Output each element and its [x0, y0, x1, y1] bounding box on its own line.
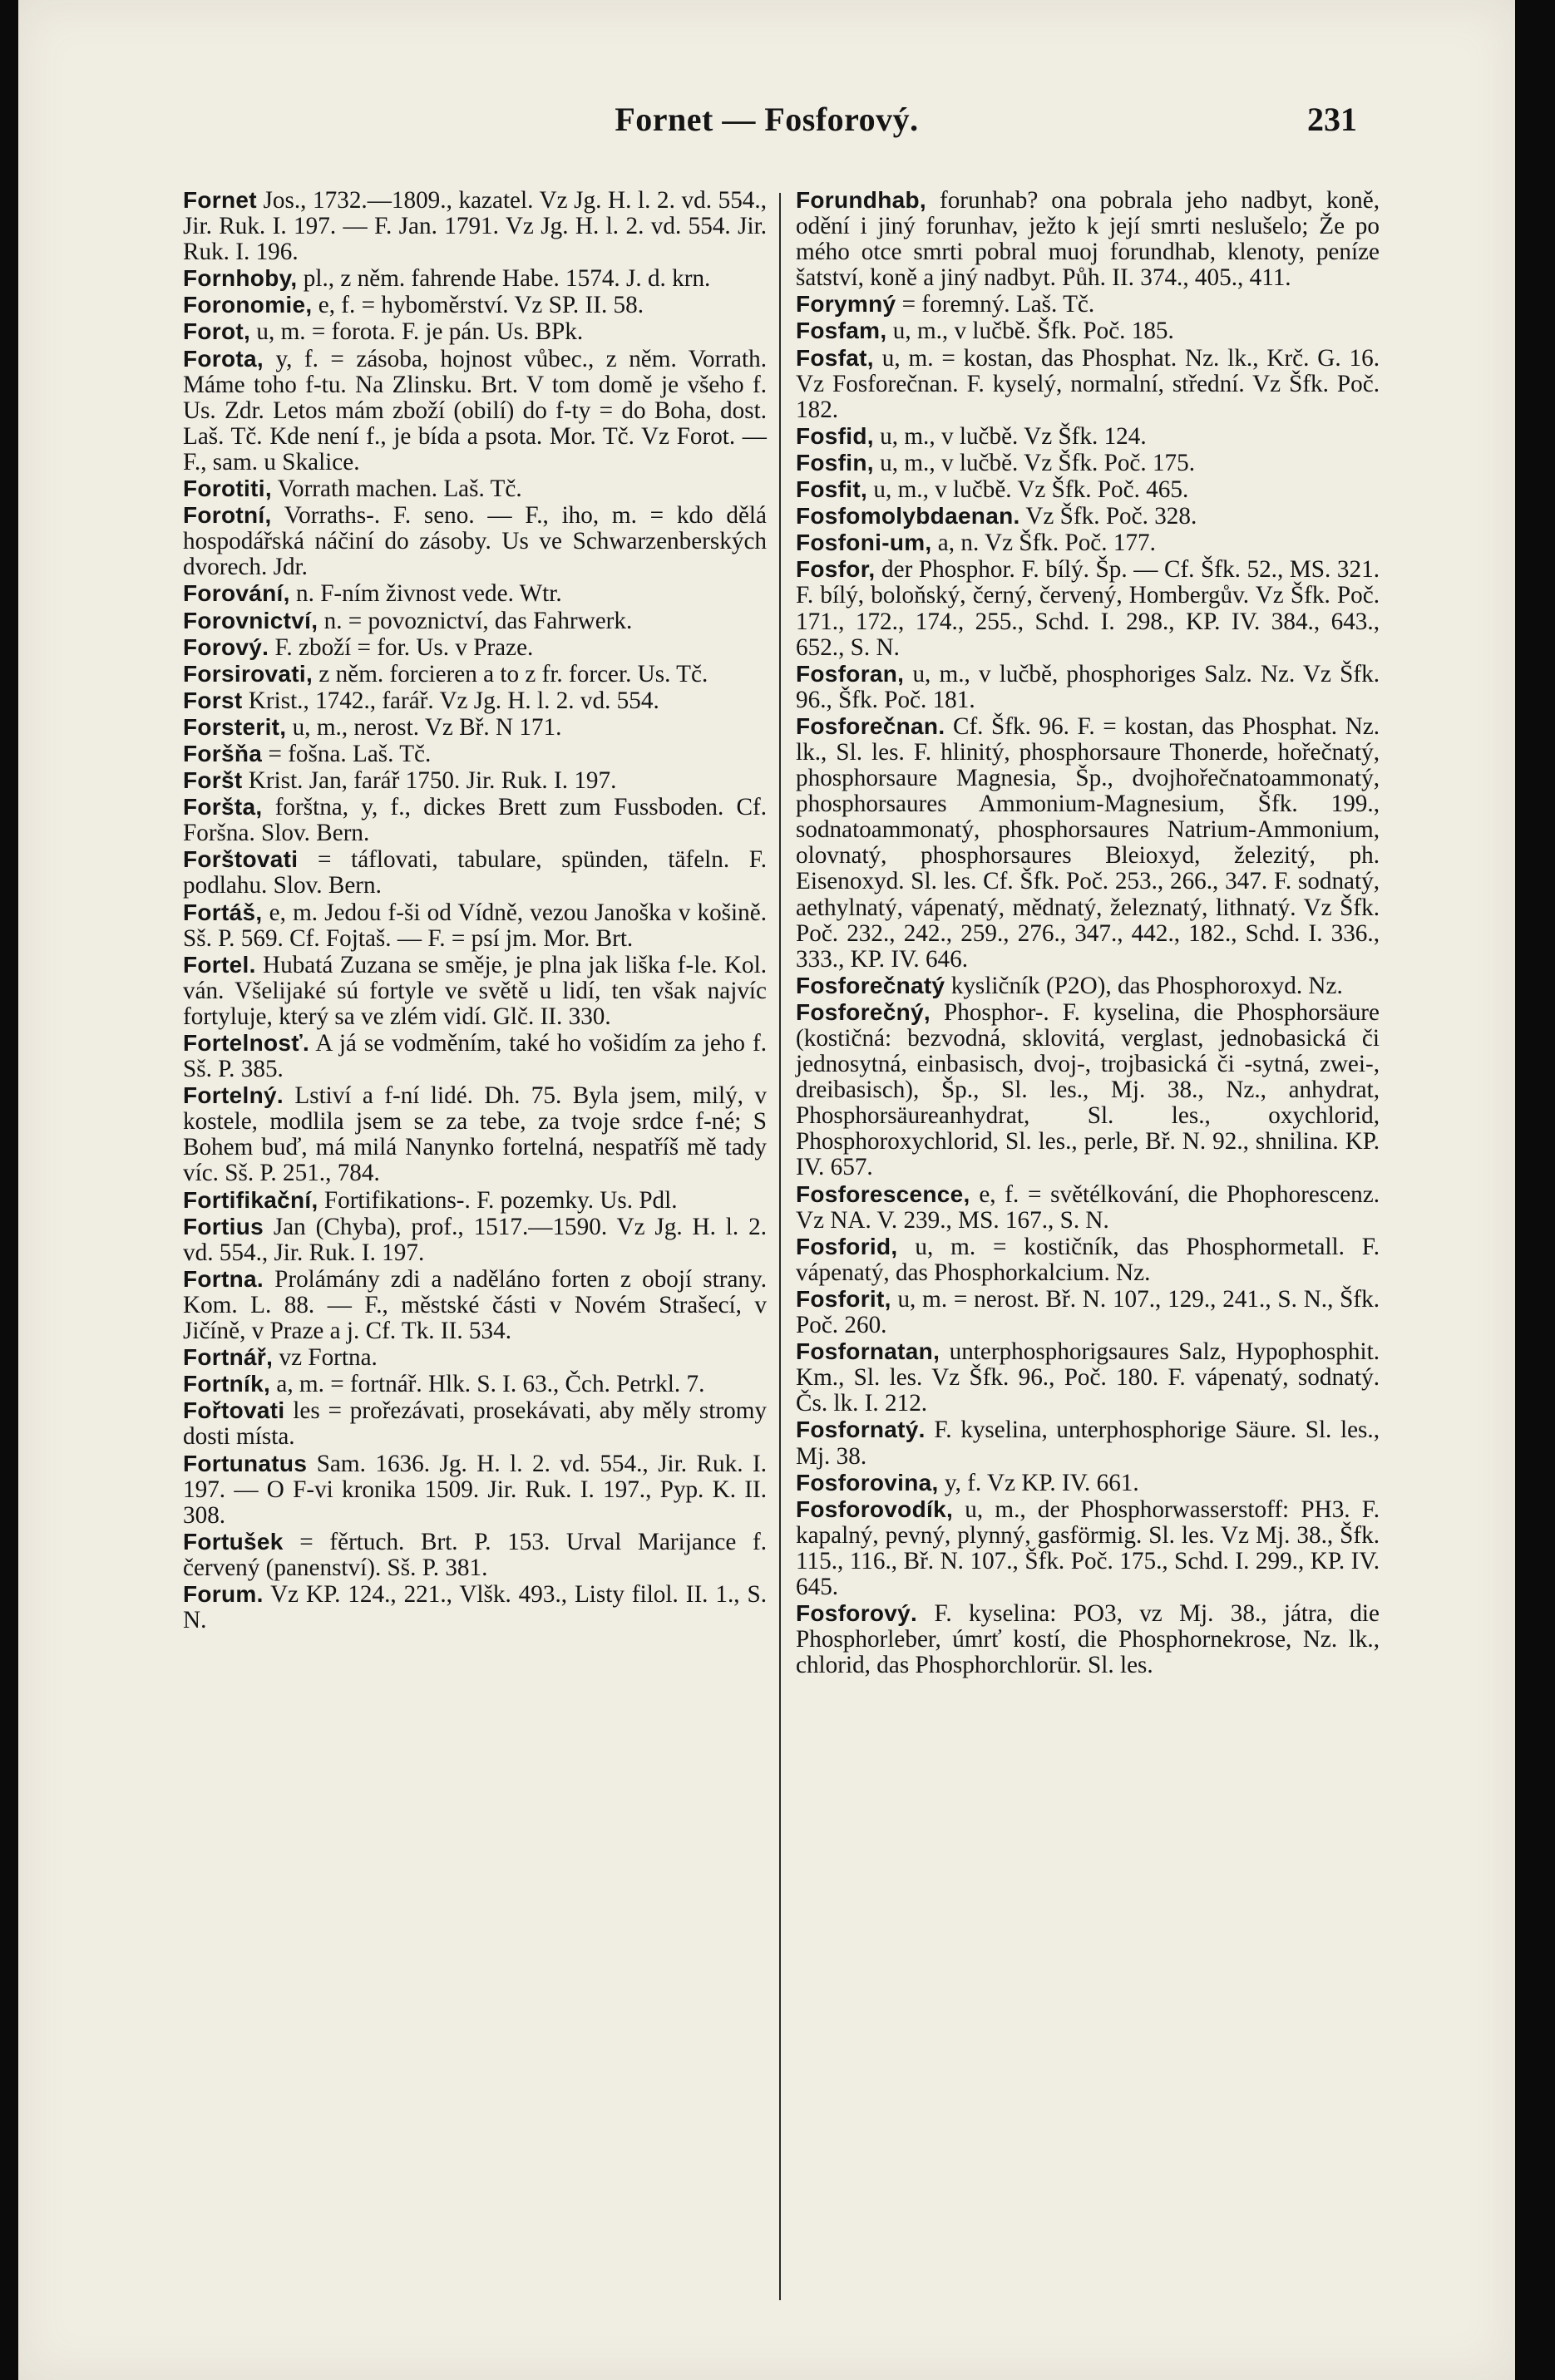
- entry-headword: Fosfoni-um,: [796, 530, 932, 556]
- entry-definition: u, m., v lučbě. Šfk. Poč. 185.: [886, 318, 1174, 345]
- entry-definition: u, m., v lučbě. Vz Šfk. Poč. 175.: [873, 449, 1196, 476]
- dictionary-entry: [183, 846, 767, 899]
- entry-definition: Jos., 1732.—1809., kazatel. Vz Jg. H. l. 2. vd. 554., Jir. Ruk. I. 197. — F. Jan. 1791. Vz Jg. H. l. 2. vd. 554. Jir. Ruk. I. 196.: [183, 187, 767, 266]
- entry-definition: kysličník (P2O), das Phosphoroxyd. Nz.: [945, 972, 1343, 999]
- dictionary-entry: [796, 1286, 1380, 1338]
- dictionary-entry: [796, 661, 1380, 713]
- entry-definition: Vz KP. 124., 221., Vlšk. 493., Listy filol. II. 1., S. N.: [183, 1580, 767, 1634]
- entry-headword: Fosfid,: [796, 422, 874, 449]
- entry-definition: u, m., der Phosphorwasserstoff: PH3. F. kapalný, pevný, plynný, gasförmig. Sl. les. Vz Mj. 38., Šfk. 115., 116., Bř. N. 107., Šfk. Poč. 175., Schd. I. 299., KP. IV. 645.: [796, 1496, 1380, 1600]
- dictionary-entry: [183, 608, 767, 634]
- entry-headword: Foršňa: [183, 740, 263, 766]
- entry-headword: Fortušek: [183, 1528, 284, 1555]
- entry-definition: = foremný. Laš. Tč.: [896, 291, 1095, 318]
- entry-headword: Forundhab,: [796, 187, 926, 213]
- entry-definition: u, m. = nerost. Bř. N. 107., 129., 241., S. N., Šfk. Poč. 260.: [796, 1285, 1380, 1339]
- dictionary-entry: [183, 714, 767, 741]
- entry-headword: Fornhoby,: [183, 265, 298, 292]
- entry-definition: Sam. 1636. Jg. H. l. 2. vd. 554., Jir. Ruk. I. 197. — O F-vi kronika 1509. Jir. Ruk. I. 197., Pyp. K. II. 308.: [183, 1450, 767, 1529]
- entry-definition: pl., z něm. fahrende Habe. 1574. J. d. krn.: [297, 265, 711, 293]
- dictionary-entry: [183, 1344, 767, 1371]
- entry-headword: Forymný: [796, 291, 896, 318]
- dictionary-entry: [183, 476, 767, 502]
- entry-headword: Fortelný.: [183, 1082, 284, 1109]
- dictionary-entry: [183, 1397, 767, 1450]
- dictionary-entry: [796, 556, 1380, 660]
- dictionary-entry: [183, 634, 767, 661]
- dictionary-entry: [183, 741, 767, 767]
- entry-definition: e, f. = hyboměrství. Vz SP. II. 58.: [312, 292, 644, 319]
- entry-definition: Krist. Jan, farář 1750. Jir. Ruk. I. 197.: [242, 767, 617, 795]
- entry-definition: y, f. = zásoba, hojnost vůbec., z něm. Vorrath. Máme toho f-tu. Na Zlinsku. Brt. V tom domě je všeho f. Us. Zdr. Letos mám zboží (obilí) do f-ty = do Boha, dost. Laš. Tč. Kde není f., je bída a psota. Mor. Tč. Vz Forot. — F., sam. u Skalice.: [183, 345, 767, 476]
- entry-headword: Fosfornatý.: [796, 1417, 926, 1443]
- entry-definition: u, m. = kostičník, das Phosphormetall. F. vápenatý, das Phosphorkalcium. Nz.: [796, 1233, 1380, 1286]
- dictionary-entry: [796, 1181, 1380, 1234]
- dictionary-entry: [796, 1496, 1380, 1600]
- entry-definition: Hubatá Zuzana se směje, je plna jak liška f-le. Kol. ván. Všelijaké sú fortyle ve světě u lidí, ten však najvíc fortyluje, který sa ve zlém vidí. Glč. II. 330.: [183, 951, 767, 1030]
- dictionary-entry: [183, 1451, 767, 1529]
- entry-definition: unterphosphorigsaures Salz, Hypophosphit. Km., Sl. les. Vz Šfk. 96., Poč. 180. F. vápenatý, sodnatý. Čs. lk. I. 212.: [796, 1338, 1380, 1417]
- dictionary-entry: [183, 899, 767, 952]
- entry-headword: Fořtovati: [183, 1397, 285, 1424]
- entry-definition: = fěrtuch. Brt. P. 153. Urval Marijance f. červený (panenství). Sš. P. 381.: [183, 1528, 767, 1581]
- entry-definition: Prolámány zdi a naděláno forten z obojí strany. Kom. L. 88. — F., městské části v Novém Strašecí, v Jičíně, v Praze a j. Cf. Tk. II. 534.: [183, 1265, 767, 1345]
- page-number: 231: [1307, 101, 1357, 138]
- dictionary-entry: [183, 687, 767, 714]
- entry-headword: Fortunatus: [183, 1450, 308, 1476]
- entry-headword: Fortnář,: [183, 1344, 274, 1371]
- entry-definition: F. kyselina: PO3, vz Mj. 38., játra, die Phosphorleber, úmrť kostí, die Phosphornekrose, Nz. lk., chlorid, das Phosphorchlorür. Sl. les.: [796, 1600, 1380, 1679]
- entry-headword: Fortifikační,: [183, 1186, 318, 1213]
- dictionary-entry: [796, 530, 1380, 556]
- entry-definition: u, m. = kostan, das Phosphat. Nz. lk., Krč. G. 16. Vz Fosforečnan. F. kyselý, normalní, střední. Vz Šfk. Poč. 182.: [796, 344, 1380, 423]
- entry-definition: forunhab? ona pobrala jeho nadbyt, koně, odění i jiný forunhav, ježto k její smrti neslušelo; Že po mého otce smrti pobral muoj forundhab, klenoty, peníze šatství, koně a jiný nadbyt. Půh. II. 374., 405., 411.: [796, 187, 1380, 292]
- entry-definition: u, m., v lučbě. Vz Šfk. 124.: [873, 422, 1147, 450]
- entry-definition: Phosphor-. F. kyselina, die Phosphorsäure (kostičná: bezvodná, sklovitá, verglast, jednobasická či jednosytná, einbasisch, dvoj-, trojbasická či -sytná, zwei-, dreibasisch), Šp., Sl. les., Mj. 38., Nz., anhydrat, Phosphorsäureanhydrat, Sl. les., oxychlorid, Phosphoroxychlorid, Sl. les., perle, Bř. N. 92., shnilina. KP. IV. 657.: [796, 998, 1380, 1181]
- entry-definition: Fortifikations-. F. pozemky. Us. Pdl.: [318, 1186, 678, 1214]
- dictionary-entry: [796, 503, 1380, 530]
- entry-definition: F. kyselina, unterphosphorige Säure. Sl. les., Mj. 38.: [796, 1417, 1380, 1470]
- dictionary-entry: [183, 1581, 767, 1633]
- dictionary-entry: [183, 794, 767, 846]
- entry-definition: e, m. Jedou f-ši od Vídně, vezou Janoška v košině. Sš. P. 569. Cf. Fojtaš. — F. = psí jm. Mor. Brt.: [183, 899, 767, 952]
- entry-headword: Fosforid,: [796, 1233, 898, 1259]
- entry-definition: der Phosphor. F. bílý. Šp. — Cf. Šfk. 52., MS. 321. F. bílý, boloňský, černý, červený, Hombergův. Vz Šfk. Poč. 171., 172., 174., 255., Schd. I. 298., KP. IV. 384., 643., 652., S. N.: [796, 556, 1380, 661]
- dictionary-entry: [183, 292, 767, 318]
- entry-headword: Forovnictví,: [183, 607, 318, 633]
- page-header: [18, 100, 1515, 150]
- entry-definition: u, m., nerost. Vz Bř. N 171.: [286, 713, 562, 741]
- dictionary-entry: [183, 1082, 767, 1186]
- entry-definition: F. zboží = for. Us. v Praze.: [269, 633, 534, 661]
- entry-definition: a, m. = fortnář. Hlk. S. I. 63., Čch. Petrkl. 7.: [270, 1371, 705, 1398]
- dictionary-entry: [796, 345, 1380, 423]
- entry-headword: Forování,: [183, 580, 290, 607]
- entry-definition: = fošna. Laš. Tč.: [262, 740, 432, 767]
- entry-headword: Fortel.: [183, 951, 256, 978]
- entry-headword: Foronomie,: [183, 292, 313, 318]
- entry-definition: z něm. forcieren a to z fr. forcer. Us. Tč.: [313, 660, 708, 687]
- entry-definition: u, m. = forota. F. je pán. Us. BPk.: [250, 318, 584, 346]
- dictionary-entry: [796, 291, 1380, 318]
- entry-headword: Forsterit,: [183, 713, 287, 740]
- entry-headword: Forotiti,: [183, 476, 272, 502]
- dictionary-entry: [796, 1417, 1380, 1469]
- column-divider: [779, 193, 781, 2300]
- entry-headword: Fosforovina,: [796, 1469, 939, 1496]
- entry-headword: Fosforečnatý: [796, 972, 945, 998]
- entry-definition: forštna, y, f., dickes Brett zum Fussboden. Cf. Foršna. Slov. Bern.: [183, 794, 767, 847]
- entry-definition: Jan (Chyba), prof., 1517.—1590. Vz Jg. H. l. 2. vd. 554., Jir. Ruk. I. 197.: [183, 1213, 767, 1266]
- entry-definition: vz Fortna.: [273, 1344, 378, 1372]
- entry-definition: y, f. Vz KP. IV. 661.: [938, 1469, 1139, 1496]
- entry-headword: Fosfat,: [796, 344, 874, 371]
- dictionary-entry: [183, 1030, 767, 1082]
- entry-definition: A já se vodměním, také ho vošidím za jeho f. Sš. P. 385.: [183, 1030, 767, 1083]
- entry-headword: Forst: [183, 687, 243, 713]
- entry-definition: u, m., v lučbě. Vz Šfk. Poč. 465.: [867, 476, 1189, 504]
- entry-headword: Forum.: [183, 1580, 264, 1607]
- entry-headword: Fosfin,: [796, 449, 874, 476]
- entry-headword: Fosfor,: [796, 556, 876, 583]
- dictionary-entry: [796, 450, 1380, 476]
- dictionary-entry: [796, 973, 1380, 999]
- entry-headword: Fortník,: [183, 1371, 271, 1397]
- entry-headword: Fosfornatan,: [796, 1338, 940, 1365]
- entry-headword: Fosforit,: [796, 1285, 891, 1312]
- entry-definition: u, m., v lučbě, phosphoriges Salz. Nz. Vz Šfk. 96., Šfk. Poč. 181.: [796, 660, 1380, 713]
- dictionary-entry: [796, 1234, 1380, 1286]
- dictionary-entry: [796, 1470, 1380, 1496]
- entry-definition: n. = povoznictví, das Fahrwerk.: [318, 607, 633, 634]
- entry-headword: Fosforovodík,: [796, 1496, 954, 1522]
- dictionary-entry: [796, 318, 1380, 344]
- dictionary-entry: [796, 476, 1380, 503]
- entry-definition: n. F-ním živnost vede. Wtr.: [289, 580, 562, 608]
- entry-headword: Forot,: [183, 318, 251, 345]
- entry-headword: Fortius: [183, 1213, 264, 1239]
- entry-headword: Foršta,: [183, 794, 263, 820]
- dictionary-entry: [183, 1214, 767, 1266]
- dictionary-entry: [796, 1338, 1380, 1417]
- dictionary-entry: [183, 318, 767, 345]
- entry-definition: Vorraths-. F. seno. — F., iho, m. = kdo dělá hospodářská náčiní do zásoby. Us ve Schwarzenberských dvorech. Jdr.: [183, 502, 767, 581]
- entry-headword: Fosforečný,: [796, 998, 931, 1025]
- running-title: Fornet — Fosforový.: [615, 101, 919, 138]
- entry-headword: Fornet: [183, 187, 257, 213]
- entry-definition: a, n. Vz Šfk. Poč. 177.: [931, 530, 1156, 557]
- entry-headword: Fosfomolybdaenan.: [796, 503, 1020, 530]
- dictionary-entry: [183, 265, 767, 292]
- entry-definition: = táflovati, tabulare, spünden, täfeln. F. podlahu. Slov. Bern.: [183, 846, 767, 899]
- entry-definition: Cf. Šfk. 96. F. = kostan, das Phosphat. Nz. lk., Sl. les. F. hlinitý, phosphorsaure Thonerde, hořečnatý, phosphorsaure Magnesia, Šp., dvojhořečnatoammonatý, phosphorsaures Ammonium-Magnesium, Šfk. 199., sodnatoammonatý, phosphorsaures Natrium-Ammonium, olovnatý, phosphorsaures Bleioxyd, železitý, ph. Eisenoxyd. Sl. les. Cf. Šfk. Poč. 253., 266., 347. F. sodnatý, aethylnatý, vápenatý, mědnatý, železnatý, lithnatý. Vz Šfk. Poč. 232., 242., 259., 276., 347., 442., 182., Schd. I. 336., 333., KP. IV. 646.: [796, 712, 1380, 973]
- entry-headword: Forštovati: [183, 846, 299, 873]
- entry-headword: Fosforečnan.: [796, 712, 945, 739]
- entry-headword: Forotní,: [183, 502, 272, 529]
- dictionary-entry: [183, 346, 767, 476]
- left-column: [183, 187, 767, 1633]
- entry-headword: Foršt: [183, 767, 243, 794]
- entry-headword: Fosforový.: [796, 1600, 918, 1627]
- entry-headword: Forsirovati,: [183, 660, 313, 687]
- dictionary-entry: [796, 187, 1380, 291]
- dictionary-entry: [183, 1266, 767, 1344]
- entry-headword: Fosforan,: [796, 660, 905, 687]
- entry-headword: Forota,: [183, 345, 264, 372]
- dictionary-page: [18, 0, 1515, 2380]
- dictionary-entry: [183, 502, 767, 580]
- entry-definition: les = prořezávati, prosekávati, aby měly stromy dosti místa.: [183, 1397, 767, 1451]
- entry-definition: e, f. = světélkování, die Phophorescenz. Vz NA. V. 239., MS. 167., S. N.: [796, 1180, 1380, 1234]
- dictionary-entry: [796, 713, 1380, 973]
- entry-definition: Vz Šfk. Poč. 328.: [1019, 503, 1197, 530]
- dictionary-entry: [183, 767, 767, 794]
- dictionary-entry: [796, 1600, 1380, 1678]
- entry-headword: Fosfit,: [796, 476, 868, 503]
- dictionary-entry: [796, 423, 1380, 450]
- entry-headword: Fortelnosť.: [183, 1030, 310, 1056]
- dictionary-entry: [183, 1187, 767, 1214]
- dictionary-entry: [183, 580, 767, 607]
- entry-headword: Fosfam,: [796, 318, 887, 344]
- dictionary-entry: [183, 661, 767, 687]
- dictionary-entry: [796, 999, 1380, 1181]
- dictionary-entry: [183, 187, 767, 265]
- entry-headword: Fosforescence,: [796, 1180, 970, 1207]
- entry-headword: Fortna.: [183, 1265, 264, 1292]
- entry-definition: Vorrath machen. Laš. Tč.: [271, 476, 522, 503]
- entry-definition: Krist., 1742., farář. Vz Jg. H. l. 2. vd. 554.: [242, 687, 659, 714]
- dictionary-entry: [183, 952, 767, 1030]
- entry-headword: Forový.: [183, 633, 269, 660]
- dictionary-entry: [183, 1371, 767, 1397]
- entry-headword: Fortáš,: [183, 899, 263, 925]
- entry-definition: Lstiví a f-ní lidé. Dh. 75. Byla jsem, milý, v kostele, modlila jsem se za tebe, za tvoje srdce f-né; S Bohem buď, má milá Nanynko fortelná, nespatříš mě tady víc. Sš. P. 251., 784.: [183, 1082, 767, 1187]
- dictionary-entry: [183, 1529, 767, 1581]
- right-column: [796, 187, 1380, 1678]
